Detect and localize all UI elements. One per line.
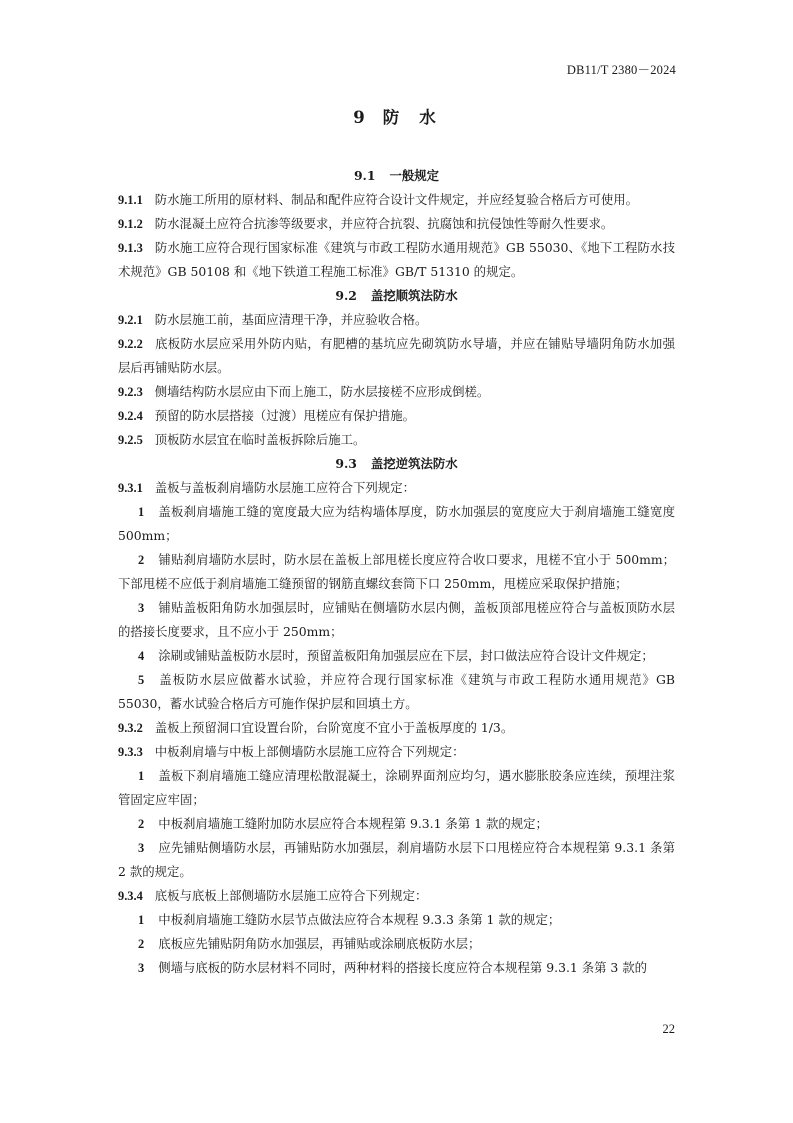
document-body <box>118 164 675 980</box>
section-number: 9.2 <box>335 288 357 303</box>
clause <box>118 476 675 500</box>
item-text: 盖板刹肩墙施工缝的宽度最大应为结构墙体厚度，防水加强层的宽度应大于刹肩墙施工缝宽度 500mm； <box>118 504 675 543</box>
clause-text: 防水混凝土应符合抗渗等级要求，并应符合抗裂、抗腐蚀和抗侵蚀性等耐久性要求。 <box>154 216 614 231</box>
document-code: DB11/T 2380－2024 <box>566 63 676 77</box>
item-number: 4 <box>138 649 145 663</box>
list-item <box>118 764 675 812</box>
list-item <box>118 956 675 980</box>
clause <box>118 188 675 212</box>
list-item <box>118 908 675 932</box>
list-item <box>118 596 675 644</box>
clause-number: 9.2.1 <box>118 313 143 327</box>
section-number: 9.3 <box>335 456 357 471</box>
clause <box>118 404 675 428</box>
item-number: 2 <box>138 553 145 567</box>
clause <box>118 308 675 332</box>
item-text: 盖板防水层应做蓄水试验，并应符合现行国家标准《建筑与市政工程防水通用规范》GB 55030，蓄水试验合格后方可施作保护层和回填土方。 <box>118 672 675 711</box>
item-number: 2 <box>138 937 145 951</box>
item-text: 盖板下刹肩墙施工缝应清理松散混凝土，涂刷界面剂应均匀，遇水膨胀胶条应连续，预埋注浆管固定应牢固； <box>118 768 675 807</box>
list-item <box>118 548 675 596</box>
clause-text: 防水施工所用的原材料、制品和配件应符合设计文件规定，并应经复验合格后方可使用。 <box>154 192 639 207</box>
item-text: 应先铺贴侧墙防水层，再铺贴防水加强层，刹肩墙防水层下口甩槎应符合本规程第 9.3.1 条第 2 款的规定。 <box>118 840 675 879</box>
clause-number: 9.1.1 <box>118 193 143 207</box>
section-title: 盖挖顺筑法防水 <box>370 288 458 303</box>
section-heading <box>118 452 675 476</box>
clause <box>118 428 675 452</box>
clause-text: 盖板与盖板刹肩墙防水层施工应符合下列规定： <box>154 480 415 495</box>
clause-number: 9.2.4 <box>118 409 143 423</box>
item-text: 铺贴刹肩墙防水层时，防水层在盖板上部甩槎长度应符合收口要求，甩槎不宜小于 500mm；下部甩槎不应低于刹肩墙施工缝预留的钢筋直螺纹套筒下口 250mm，甩槎应采取保护措施； <box>118 552 675 591</box>
list-item <box>118 500 675 548</box>
clause-text: 底板与底板上部侧墙防水层施工应符合下列规定： <box>154 888 428 903</box>
clause-number: 9.1.3 <box>118 241 143 255</box>
list-item <box>118 668 675 716</box>
chapter-title <box>0 104 793 128</box>
clause-number: 9.3.1 <box>118 481 143 495</box>
clause-text: 防水层施工前，基面应清理干净，并应验收合格。 <box>154 312 428 327</box>
section-number: 9.1 <box>353 168 376 183</box>
item-number: 2 <box>138 817 145 831</box>
chapter-title-part2: 水 <box>419 108 440 127</box>
item-number: 1 <box>138 769 145 783</box>
clause-number: 9.3.2 <box>118 721 143 735</box>
item-number: 1 <box>138 913 145 927</box>
clause-number: 9.2.2 <box>118 337 143 351</box>
clause <box>118 236 675 284</box>
clause <box>118 884 675 908</box>
chapter-title-part1: 防 <box>382 108 404 127</box>
item-number: 3 <box>138 601 145 615</box>
item-text: 中板刹肩墙施工缝附加防水层应符合本规程第 9.3.1 条第 1 款的规定； <box>158 816 548 831</box>
page-number: 22 <box>662 1022 675 1036</box>
section-title: 盖挖逆筑法防水 <box>370 456 458 471</box>
item-text: 铺贴盖板阳角防水加强层时，应铺贴在侧墙防水层内侧，盖板顶部甩槎应符合与盖板顶防水层的搭接长度要求，且不应小于 250mm； <box>118 600 675 639</box>
item-number: 3 <box>138 841 145 855</box>
clause <box>118 332 675 380</box>
clause <box>118 212 675 236</box>
clause <box>118 740 675 764</box>
section-heading <box>118 164 675 188</box>
item-text: 涂刷或铺贴盖板防水层时，预留盖板阳角加强层应在下层，封口做法应符合设计文件规定； <box>158 648 654 663</box>
clause <box>118 380 675 404</box>
clause-text: 中板刹肩墙与中板上部侧墙防水层施工应符合下列规定： <box>154 744 465 759</box>
clause <box>118 716 675 740</box>
clause-number: 9.3.4 <box>118 889 143 903</box>
item-number: 3 <box>138 961 145 975</box>
list-item <box>118 812 675 836</box>
item-text: 底板应先铺贴阴角防水加强层，再铺贴或涂刷底板防水层； <box>158 936 481 951</box>
item-number: 1 <box>138 505 145 519</box>
item-number: 5 <box>138 673 145 687</box>
list-item <box>118 644 675 668</box>
clause-text: 防水施工应符合现行国家标准《建筑与市政工程防水通用规范》GB 55030、《地下工程防水技术规范》GB 50108 和《地下铁道工程施工标准》GB/T 51310 的规定。 <box>118 240 675 279</box>
clause-text: 盖板上预留洞口宜设置台阶，台阶宽度不宜小于盖板厚度的 1/3。 <box>154 720 514 735</box>
clause-number: 9.1.2 <box>118 217 143 231</box>
list-item <box>118 932 675 956</box>
clause-number: 9.2.3 <box>118 385 143 399</box>
section-title: 一般规定 <box>389 168 440 183</box>
clause-number: 9.3.3 <box>118 745 143 759</box>
chapter-number: 9 <box>353 108 369 127</box>
item-text: 侧墙与底板的防水层材料不同时，两种材料的搭接长度应符合本规程第 9.3.1 条第 3 款的 <box>158 960 648 975</box>
list-item <box>118 836 675 884</box>
clause-text: 顶板防水层宜在临时盖板拆除后施工。 <box>154 432 366 447</box>
clause-text: 预留的防水层搭接（过渡）甩槎应有保护措施。 <box>154 408 415 423</box>
clause-number: 9.2.5 <box>118 433 143 447</box>
section-heading <box>118 284 675 308</box>
clause-text: 侧墙结构防水层应由下而上施工，防水层接槎不应形成倒槎。 <box>154 384 490 399</box>
clause-text: 底板防水层应采用外防内贴，有肥槽的基坑应先砌筑防水导墙，并应在铺贴导墙阴角防水加强层后再铺贴防水层。 <box>118 336 675 375</box>
item-text: 中板刹肩墙施工缝防水层节点做法应符合本规程 9.3.3 条第 1 款的规定； <box>158 912 561 927</box>
